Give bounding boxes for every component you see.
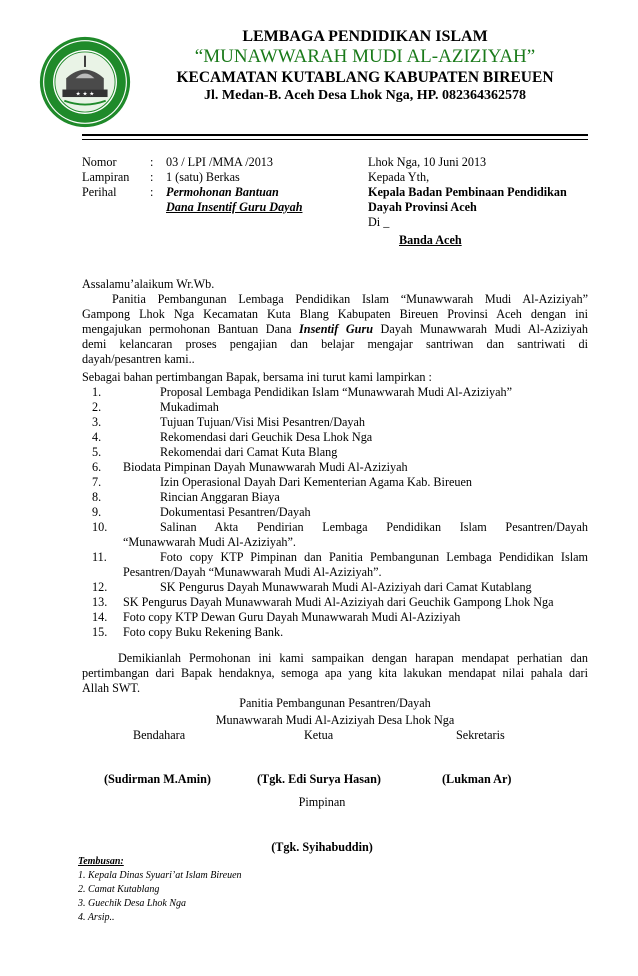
svg-text:★ ★ ★: ★ ★ ★ [75, 91, 95, 98]
cc-item: 1. Kepala Dinas Syuari’at Islam Bireuen [78, 870, 242, 881]
list-item-number: 3. [92, 415, 102, 429]
paragraph-text: Dayah Munawwarah Mudi Al-Aziziyah [373, 322, 589, 336]
list-item: Izin Operasional Dayah Dari Kementerian Agama Kab. Bireuen [160, 475, 473, 489]
recipient-greeting: Kepada Yth, [368, 170, 430, 184]
list-item-number: 4. [92, 430, 102, 444]
closing-line: Demikianlah Permohonan ini kami sampaikan dengan harapan mendapat perhatian dan [118, 651, 588, 665]
greeting: Assalamu’alaikum Wr.Wb. [82, 277, 215, 291]
header-name: “MUNAWWARAH MUDI AL-AZIZIYAH” [194, 46, 536, 67]
list-item-continuation: Pesantren/Dayah “Munawwarah Mudi Al-Aziziyah”. [123, 565, 382, 579]
list-item: Foto copy Buku Rekening Bank. [123, 625, 284, 639]
list-item-continuation: “Munawwarah Mudi Al-Aziziyah”. [123, 535, 296, 549]
list-item: Mukadimah [160, 400, 219, 414]
nomor-label: Nomor [82, 155, 117, 169]
recipient-name-line2: Dayah Provinsi Aceh [368, 200, 477, 214]
cc-item: 4. Arsip.. [78, 912, 115, 923]
paragraph-line: demi kelancaran proses pengajian dan belajar mengajar santriwan dan santriwati di [82, 337, 588, 351]
institution-logo [38, 35, 132, 129]
paragraph-line [82, 322, 588, 337]
list-item-number: 11. [92, 550, 107, 564]
list-item: Tujuan Tujuan/Visi Misi Pesantren/Dayah [160, 415, 366, 429]
list-item-number: 2. [92, 400, 102, 414]
recipient-name-line1: Kepala Badan Pembinaan Pendidikan [368, 185, 567, 199]
perihal-label: Perihal [82, 185, 117, 199]
header-district: KECAMATAN KUTABLANG KABUPATEN BIREUEN [176, 69, 554, 86]
closing-line: pertimbangan dari Bapak hendaknya, semoga apa yang kita lakukan mendapat nilai pahala dari [82, 666, 588, 680]
list-item: Rekomendasi dari Geuchik Desa Lhok Nga [160, 430, 373, 444]
cc-item: 3. Guechik Desa Lhok Nga [78, 898, 187, 909]
committee-name: Panitia Pembangunan Pesantren/Dayah [239, 696, 431, 710]
list-item-number: 12. [92, 580, 108, 594]
list-item-number: 7. [92, 475, 102, 489]
list-item-number: 10. [92, 520, 108, 534]
sekretaris-name: (Lukman Ar) [442, 772, 512, 786]
list-item-number: 5. [92, 445, 102, 459]
pimpinan-name: (Tgk. Syihabuddin) [271, 840, 373, 854]
nomor-value: 03 / LPI /MMA /2013 [166, 155, 273, 169]
paragraph-line: dayah/pesantren kami.. [82, 352, 195, 366]
colon: : [150, 170, 154, 184]
cc-title: Tembusan: [78, 856, 124, 867]
paragraph-emphasis: Insentif Guru [299, 322, 373, 336]
list-item: Rincian Anggaran Biaya [160, 490, 280, 504]
list-item-number: 1. [92, 385, 102, 399]
lampiran-value: 1 (satu) Berkas [166, 170, 240, 184]
colon: : [150, 185, 154, 199]
header-address: Jl. Medan-B. Aceh Desa Lhok Nga, HP. 082364362578 [204, 88, 526, 103]
list-item: Proposal Lembaga Pendidikan Islam “Munawwarah Mudi Al-Aziziyah” [160, 385, 512, 399]
header-rule-thin [82, 139, 588, 140]
perihal-value-line1: Permohonan Bantuan [166, 185, 279, 199]
attachment-intro: Sebagai bahan pertimbangan Bapak, bersama ini turut kami lampirkan : [82, 370, 432, 384]
pimpinan-title: Pimpinan [298, 795, 346, 809]
list-item-number: 15. [92, 625, 108, 639]
header-rule-thick [82, 134, 588, 136]
cc-item: 2. Camat Kutablang [78, 884, 160, 895]
list-item: Dokumentasi Pesantren/Dayah [160, 505, 311, 519]
paragraph-line: Panitia Pembangunan Lembaga Pendidikan Islam “Munawwarah Mudi Al-Aziziyah” [112, 292, 588, 306]
list-item-number: 13. [92, 595, 108, 609]
list-item-number: 14. [92, 610, 108, 624]
closing-line: Allah SWT. [82, 681, 140, 695]
list-item: Foto copy KTP Pimpinan dan Panitia Pembangunan Lembaga Pendidikan Islam [160, 550, 588, 564]
perihal-value-line2: Dana Insentif Guru Dayah [166, 200, 303, 214]
committee-location: Munawwarah Mudi Al-Aziziyah Desa Lhok Nga [215, 713, 455, 727]
ketua-name: (Tgk. Edi Surya Hasan) [257, 772, 381, 786]
list-item: SK Pengurus Dayah Munawwarah Mudi Al-Aziziyah dari Camat Kutablang [160, 580, 532, 594]
recipient-di: Di _ [368, 215, 390, 229]
paragraph-line: Gampong Lhok Nga Kecamatan Kuta Blang Kabupaten Bireuen Provinsi Aceh dengan ini [82, 307, 588, 321]
sekretaris-title: Sekretaris [456, 728, 505, 742]
list-item: Rekomendai dari Camat Kuta Blang [160, 445, 338, 459]
bendahara-title: Bendahara [133, 728, 186, 742]
ketua-title: Ketua [304, 728, 334, 742]
colon: : [150, 155, 154, 169]
lampiran-label: Lampiran [82, 170, 130, 184]
list-item-number: 6. [92, 460, 102, 474]
paragraph-text: mengajukan permohonan Bantuan Dana [82, 322, 300, 336]
recipient-city: Banda Aceh [399, 233, 462, 247]
place-date: Lhok Nga, 10 Juni 2013 [368, 155, 487, 169]
list-item: Biodata Pimpinan Dayah Munawwarah Mudi Al-Aziziyah [123, 460, 408, 474]
list-item-number: 8. [92, 490, 102, 504]
list-item: Foto copy KTP Dewan Guru Dayah Munawwarah Mudi Al-Aziziyah [123, 610, 461, 624]
header-institution: LEMBAGA PENDIDIKAN ISLAM [242, 28, 488, 45]
list-item: Salinan Akta Pendirian Lembaga Pendidikan Islam Pesantren/Dayah [160, 520, 588, 534]
bendahara-name: (Sudirman M.Amin) [104, 772, 211, 786]
list-item: SK Pengurus Dayah Munawwarah Mudi Al-Aziziyah dari Geuchik Gampong Lhok Nga [123, 595, 554, 609]
list-item-number: 9. [92, 505, 102, 519]
